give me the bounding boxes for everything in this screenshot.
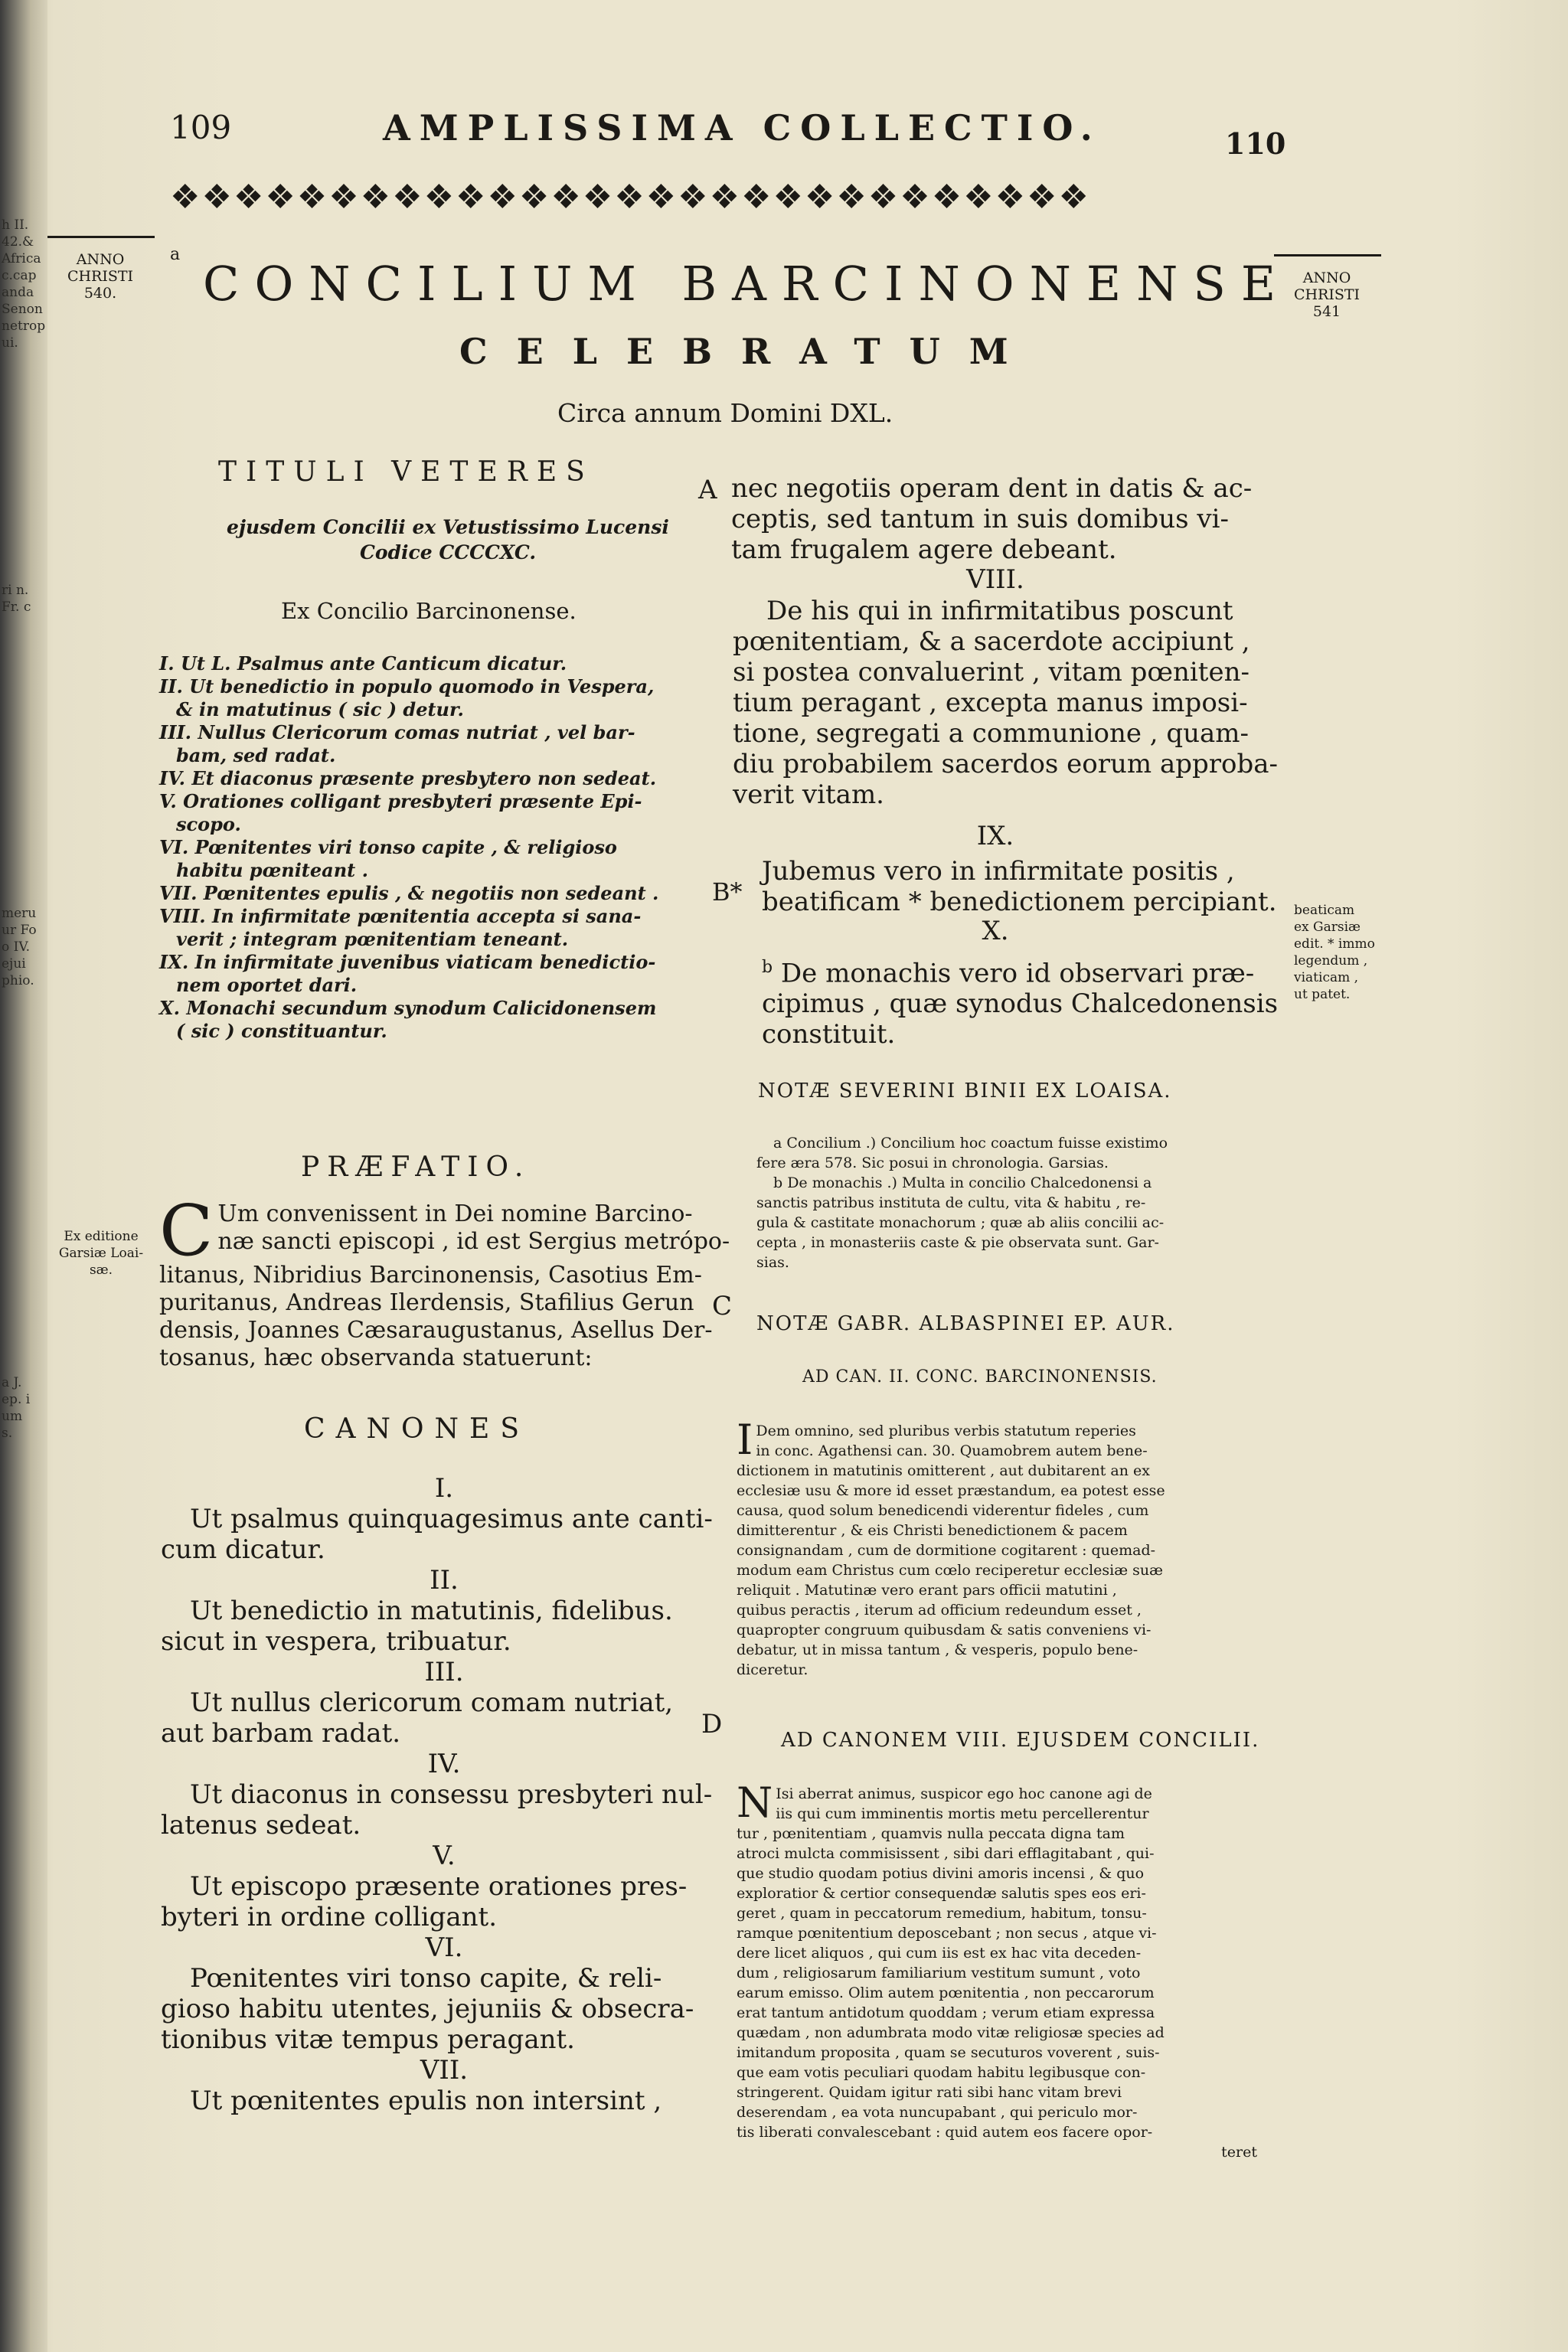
text-line: diu probabilem sacerdos eorum approba-	[733, 749, 1279, 779]
canon-line: Ut nullus clericorum comam nutriat,	[190, 1687, 674, 1718]
note-line: debatur, ut in missa tantum , & vesperis, populo bene-	[737, 1642, 1138, 1658]
margin-marker-A: A	[698, 475, 717, 505]
notae-gabr-heading: NOTÆ GABR. ALBASPINEI EP. AUR.	[756, 1312, 1175, 1335]
canon-number: V.	[433, 1841, 456, 1871]
titulus-line: scopo.	[176, 813, 241, 835]
margin-marker-C: C	[712, 1291, 733, 1321]
notae-severini-heading: NOTÆ SEVERINI BINII EX LOAISA.	[758, 1080, 1172, 1102]
text-line: tam frugalem agere debeant.	[731, 534, 1117, 565]
titulus-line: VIII. In infirmitate pœnitentia accepta si sana-	[159, 905, 642, 927]
note-line: iis qui cum imminentis mortis metu percellerentur	[776, 1805, 1149, 1822]
titulus-line: ( sic ) constituantur.	[176, 1020, 387, 1042]
note-line: earum emisso. Olim autem pœnitentia , non peccarorum	[737, 1984, 1155, 2001]
margin-marker-B: B*	[712, 877, 743, 906]
canones-list	[161, 1473, 727, 2116]
gutter-text-low: meru ur Fo o IV. ejui phio.	[2, 906, 37, 988]
text-line: $^b$ De monachis vero id observari præ-	[762, 958, 1255, 989]
canon-number: IV.	[427, 1749, 461, 1779]
note-line: dere licet aliquos , qui cum iis est ex hac vita deceden-	[737, 1945, 1142, 1962]
note-line: a Concilium .) Concilium hoc coactum fuisse existimo	[773, 1135, 1168, 1152]
margin-note-beaticam: beaticam ex Garsiæ edit. * immo legendum , viaticam , ut patet.	[1294, 903, 1375, 1002]
text-line: verit vitam.	[733, 779, 884, 810]
titulus-line: X. Monachi secundum synodum Calicidonensem	[159, 997, 657, 1019]
note-line: que eam votis peculiari quodam habitu legibusque con-	[737, 2064, 1146, 2081]
footnote-marker-b: b	[762, 958, 773, 977]
dropcap-C: C	[159, 1190, 214, 1272]
page-number-right: 110	[1225, 126, 1286, 161]
note-line: ramque pœnitentium deposcebant ; non secus , atque vi-	[737, 1925, 1157, 1942]
note-line: quapropter congruum quibusdam & satis conveniens vi-	[737, 1622, 1152, 1638]
tituli-list	[159, 652, 718, 1043]
note-line: modum eam Christus cum cœlo reciperetur ecclesiæ suæ	[737, 1562, 1163, 1579]
canon-ix-text	[762, 856, 1298, 917]
canon-line: cum dicatur.	[161, 1534, 325, 1565]
text-line: cipimus , quæ synodus Chalcedonensis	[762, 988, 1279, 1020]
note-line: dimitterentur , & eis Christi benedictionem & pacem	[737, 1522, 1128, 1539]
book-gutter	[0, 0, 47, 2352]
note-line: diceretur.	[737, 1661, 808, 1678]
text-line: si postea convaluerint , vitam pœniten-	[733, 657, 1250, 688]
canon-line: Ut benedictio in matutinis, fidelibus.	[190, 1596, 673, 1626]
note-line: cepta , in monasteriis caste & pie observata sunt. Gar-	[756, 1234, 1159, 1251]
margin-note-edition: Ex editione Garsiæ Loai- sæ.	[58, 1229, 144, 1278]
titulus-line: bam, sed radat.	[176, 744, 336, 766]
canon-line: sicut in vespera, tribuatur.	[161, 1626, 511, 1657]
page-number-left: 109	[170, 109, 232, 146]
note-line: que studio quodam potius divini amoris incensi , & quo	[737, 1865, 1145, 1882]
canon-number: VI.	[425, 1932, 463, 1963]
note-line: atroci mulcta commisissent , sibi dari efflagitabant , qui-	[737, 1845, 1155, 1862]
notae-gabr-subheading: AD CAN. II. CONC. BARCINONENSIS.	[802, 1367, 1158, 1387]
gutter-text-top: h II. 42.& Africa c.cap anda Senon netrop ui.	[2, 217, 46, 351]
canon-number: VIII.	[966, 564, 1024, 595]
note-line: ecclesiæ usu & more id esset præstandum, ea potest esse	[737, 1482, 1165, 1499]
note-line: reliquit . Matutinæ vero erant pars officii matutini ,	[737, 1582, 1117, 1599]
note-line: sanctis patribus instituta de cultu, vita & habitu , re-	[756, 1194, 1146, 1211]
ad-canonem-heading: AD CANONEM VIII. EJUSDEM CONCILII.	[781, 1729, 1260, 1752]
tituli-subheading: ejusdem Concilii ex Vetustissimo Lucensi Codice CCCCXC.	[227, 516, 669, 564]
canon-line: byteri in ordine colligant.	[161, 1902, 497, 1932]
titulus-line: verit ; integram pœnitentiam teneant.	[176, 928, 569, 950]
margin-marker-D: D	[701, 1709, 723, 1740]
titulus-line: IX. In infirmitate juvenibus viaticam benedictio-	[159, 951, 656, 973]
text-line: beatificam * benedictionem percipiant.	[762, 887, 1277, 917]
canon-number: II.	[430, 1565, 459, 1596]
titulus-line: VI. Pœnitentes viri tonso capite , & religioso	[159, 836, 617, 858]
ornament-band: ❖❖❖❖❖❖❖❖❖❖❖❖❖❖❖❖❖❖❖❖❖❖❖❖❖❖❖❖❖	[170, 178, 1090, 217]
note-line: erat tantum antidotum quoddam ; verum etiam expressa	[737, 2004, 1155, 2021]
note-line: stringerent. Quidam igitur rati sibi hanc vitam brevi	[737, 2084, 1122, 2101]
praefatio-line: tosanus, hæc observanda statuerunt:	[159, 1344, 593, 1371]
canon-line: Ut episcopo præsente orationes pres-	[190, 1871, 688, 1902]
praefatio-line: næ sancti episcopi , id est Sergius metrópo-	[217, 1228, 730, 1255]
gutter-text-bottom: a J. ep. i um s.	[2, 1375, 31, 1441]
note-line: consignandam , cum de dormitione cogitarent : quemad-	[737, 1542, 1156, 1559]
note-line: quibus peractis , iterum ad officium redeundum esset ,	[737, 1602, 1142, 1619]
anno-left-rule	[47, 236, 155, 238]
text-line: tione, segregati a communione , quam-	[733, 718, 1250, 749]
canon-number: I.	[434, 1473, 454, 1504]
canon-x-text	[762, 952, 1298, 1050]
notae-severini-text	[756, 1133, 1277, 1272]
note-line: quædam , non adumbrata modo vitæ religiosæ species ad	[737, 2024, 1165, 2041]
titulus-line: III. Nullus Clericorum comas nutriat , vel bar-	[159, 721, 635, 743]
note-line: b De monachis .) Multa in concilio Chalcedonensi a	[773, 1174, 1152, 1191]
note-line: geret , quam in peccatorum remedium, habitum, tonsu-	[737, 1905, 1147, 1922]
canon-viii-text	[733, 596, 1279, 810]
ex-concilio-line: Ex Concilio Barcinonense.	[281, 598, 577, 624]
catchword: teret	[1221, 2144, 1257, 2161]
ad-canonem-text	[737, 1779, 1272, 2162]
titulus-line: nem oportet dari.	[176, 974, 358, 996]
text-line: pœnitentiam, & a sacerdote accipiunt ,	[733, 626, 1250, 657]
titulus-line: & in matutinus ( sic ) detur.	[176, 698, 464, 720]
text-line: constituit.	[762, 1019, 896, 1050]
titulus-line: VII. Pœnitentes epulis , & negotiis non sedeant .	[159, 882, 659, 904]
anno-left: ANNO CHRISTI 540.	[67, 251, 134, 302]
praefatio-line: litanus, Nibridius Barcinonensis, Casotius Em-	[159, 1262, 702, 1289]
text-line: nec negotiis operam dent in datis & ac-	[731, 473, 1253, 504]
footnote-marker-a: a	[170, 245, 181, 264]
titulus-line: habitu pœniteant .	[176, 859, 368, 881]
canon-number: VII.	[420, 2055, 469, 2086]
canon-line: Pœnitentes viri tonso capite, & reli-	[190, 1963, 662, 1994]
note-line: deserendam , ea vota nuncupabant , qui periculo mor-	[737, 2104, 1138, 2121]
praefatio-line: puritanus, Andreas Ilerdensis, Stafilius Gerun	[159, 1289, 694, 1316]
praefatio-line: densis, Joannes Cæsaraugustanus, Asellus Der-	[159, 1317, 713, 1344]
canon-line: gioso habitu utentes, jejuniis & obsecra-	[161, 1994, 694, 2024]
anno-right: ANNO CHRISTI 541	[1293, 270, 1361, 320]
gutter-text-mid: ri n. Fr. c	[2, 583, 31, 615]
document-title: CONCILIUM BARCINONENSE	[203, 256, 1292, 312]
praefatio-line: Um convenissent in Dei nomine Barcino-	[217, 1200, 693, 1227]
canon-line: Ut diaconus in consessu presbyteri nul-	[190, 1779, 713, 1810]
titulus-line: IV. Et diaconus præsente presbytero non sedeat.	[159, 767, 657, 789]
praefatio-text	[159, 1190, 741, 1372]
canones-heading: CANONES	[304, 1413, 530, 1445]
note-line: Isi aberrat animus, suspicor ego hoc canone agi de	[776, 1785, 1152, 1802]
canon-line: aut barbam radat.	[161, 1718, 401, 1749]
date-line: Circa annum Domini DXL.	[557, 398, 893, 428]
canon-line: Ut pœnitentes epulis non intersint ,	[190, 2086, 662, 2116]
titulus-line: II. Ut benedictio in populo quomodo in Vespera,	[159, 675, 655, 697]
note-line: exploratior & certior consequendæ salutis spes eos eri-	[737, 1885, 1146, 1902]
titulus-line: V. Orationes colligant presbyteri præsente Epi-	[159, 790, 642, 812]
text-line: Jubemus vero in infirmitate positis ,	[762, 856, 1235, 887]
canon-vii-continuation	[731, 473, 1267, 565]
note-line: dum , religiosarum familiarium vestitum sumunt , voto	[737, 1965, 1141, 1981]
note-line: in conc. Agathensi can. 30. Quamobrem autem bene-	[756, 1442, 1148, 1459]
running-title: AMPLISSIMA COLLECTIO.	[383, 107, 1102, 149]
canon-line: tionibus vitæ tempus peragant.	[161, 2024, 575, 2055]
dropcap-N: N	[737, 1779, 773, 1827]
note-line: tis liberati convalescebant : quid autem eos facere opor-	[737, 2124, 1153, 2141]
praefatio-heading: PRÆFATIO.	[301, 1152, 531, 1183]
note-line: dictionem in matutinis omitterent , aut dubitarent an ex	[737, 1462, 1150, 1479]
tituli-heading: TITULI VETERES	[218, 456, 594, 488]
note-line: tur , pœnitentiam , quamvis nulla peccata digna tam	[737, 1825, 1125, 1842]
text-line: ceptis, sed tantum in suis domibus vi-	[731, 504, 1230, 534]
canon-number: IX.	[976, 821, 1014, 851]
note-line: imitandum proposita , quam se secuturos voverent , suis-	[737, 2044, 1160, 2061]
text-line: tium peragant , excepta manus imposi-	[733, 688, 1248, 718]
dropcap-I: I	[737, 1416, 753, 1464]
notae-gabr-text	[737, 1416, 1272, 1680]
titulus-line: I. Ut L. Psalmus ante Canticum dicatur.	[159, 652, 567, 675]
note-line: fere æra 578. Sic posui in chronologia. Garsias.	[756, 1155, 1109, 1171]
note-line: causa, quod solum benedicendi viderentur fideles , cum	[737, 1502, 1149, 1519]
canon-line: Ut psalmus quinquagesimus ante canti-	[190, 1504, 713, 1534]
document-subtitle: CELEBRATUM	[459, 331, 1037, 372]
note-line: sias.	[756, 1254, 789, 1271]
note-line: Dem omnino, sed pluribus verbis statutum reperies	[756, 1423, 1136, 1439]
canon-number: X.	[982, 916, 1009, 946]
text-line: De his qui in infirmitatibus poscunt	[766, 596, 1233, 626]
canon-line: latenus sedeat.	[161, 1810, 361, 1841]
note-line: gula & castitate monachorum ; quæ ab aliis concilii ac-	[756, 1214, 1165, 1231]
canon-number: III.	[424, 1657, 464, 1687]
